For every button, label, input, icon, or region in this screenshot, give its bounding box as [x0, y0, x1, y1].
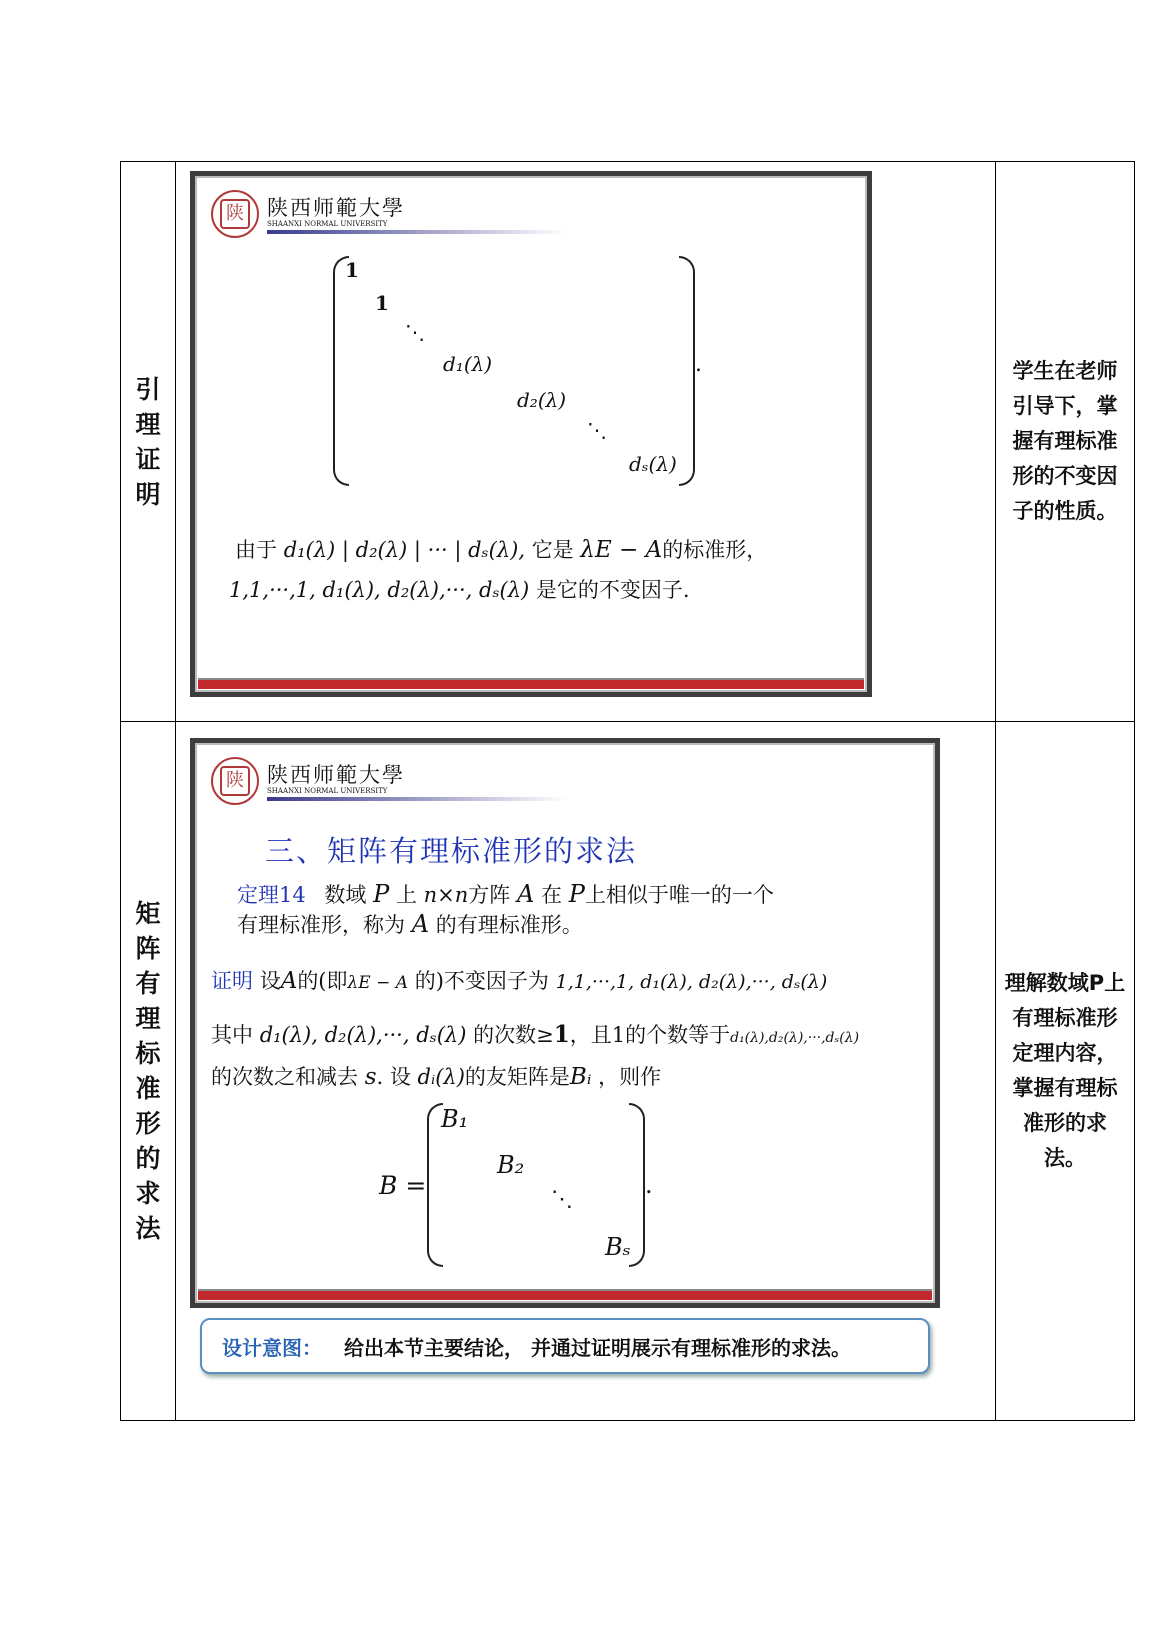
- design-intent-label: 设计意图：: [222, 1335, 322, 1360]
- table-row: [121, 722, 1135, 1421]
- university-name: 陕西师範大學: [267, 196, 405, 220]
- university-name-en: SHAANXI NORMAL UNIVERSITY: [267, 787, 388, 795]
- teaching-note: 学生在老师引导下，掌握有理标准形的不变因子的性质。: [1012, 359, 1118, 523]
- matrix-lhs: B =: [379, 1171, 427, 1200]
- row-label-cell: [121, 722, 176, 1421]
- row-label-cell: [121, 162, 176, 722]
- matrix-period: .: [645, 1171, 653, 1199]
- matrix-entry: B₂: [497, 1151, 525, 1179]
- note-cell: [996, 722, 1135, 1421]
- design-intent-box: [200, 1318, 930, 1374]
- matrix-entry: d₁(λ): [443, 352, 493, 376]
- slide-cell: [176, 722, 996, 1421]
- slide-lemma-proof: [190, 171, 872, 697]
- matrix-right-paren: [679, 256, 695, 486]
- table-row: [121, 162, 1135, 722]
- theorem-line-1: 定理14 数域 P 上 n×n方阵 A 在 P上相似于唯一的一个: [237, 880, 774, 908]
- lemma-line-2: 1,1,···,1, d₁(λ), d₂(λ),···, dₛ(λ) 是它的不变因子.: [229, 578, 690, 602]
- matrix-entry: ⋱: [587, 418, 607, 442]
- footer-bar: [198, 1291, 932, 1300]
- section-title: 三、矩阵有理标准形的求法: [265, 834, 638, 868]
- lemma-line-1: 由于 d₁(λ) | d₂(λ) | ··· | dₛ(λ), 它是 λE − A的标准形，: [235, 537, 768, 563]
- matrix-entry: B₁: [441, 1105, 469, 1133]
- matrix-left-paren: [333, 256, 349, 486]
- header-underline: [267, 230, 567, 234]
- teaching-note: 理解数域P上有理标准形定理内容，掌握有理标准形的求法。: [1004, 971, 1126, 1170]
- matrix-entry: d₂(λ): [517, 388, 567, 412]
- footer-bar: [198, 680, 864, 689]
- proof-line-3: 的次数之和减去 s. 设 dᵢ(λ)的友矩阵是Bᵢ ，则作: [211, 1064, 662, 1090]
- proof-line-2: 其中 d₁(λ), d₂(λ),···, dₛ(λ) 的次数≥1，且1的个数等于d₁(λ),d₂(λ),···,dₛ(λ): [211, 1021, 860, 1048]
- matrix-right-paren: [629, 1103, 645, 1267]
- design-intent-text: 给出本节主要结论， 并通过证明展示有理标准形的求法。: [344, 1335, 851, 1360]
- university-seal-icon: 陕: [211, 757, 259, 805]
- university-name-en: SHAANXI NORMAL UNIVERSITY: [267, 220, 388, 228]
- matrix-entry: ⋱: [551, 1187, 573, 1212]
- row-label: 矩阵有理标准形的求法: [135, 899, 161, 1243]
- matrix-period: .: [695, 352, 702, 377]
- row-label: 引理证明: [135, 374, 161, 509]
- proof-line-1: 证明 设A的(即λE − A 的)不变因子为 1,1,···,1, d₁(λ), d₂(λ),···, dₛ(λ): [211, 968, 828, 994]
- slide-cell: [176, 162, 996, 722]
- theorem-line-2: 有理标准形，称为 A 的有理标准形。: [237, 910, 583, 938]
- note-cell: [996, 162, 1135, 722]
- matrix-entry: 1: [345, 258, 359, 282]
- matrix-entry: Bₛ: [605, 1233, 631, 1261]
- university-name: 陕西师範大學: [267, 763, 405, 787]
- matrix-entry: 1: [375, 291, 389, 315]
- university-seal-icon: 陕: [211, 190, 259, 238]
- lesson-table: [120, 161, 1135, 1421]
- matrix-entry: ⋱: [405, 320, 425, 344]
- header-underline: [267, 797, 567, 801]
- matrix-entry: dₛ(λ): [629, 452, 677, 476]
- slide-rational-form: [190, 738, 940, 1308]
